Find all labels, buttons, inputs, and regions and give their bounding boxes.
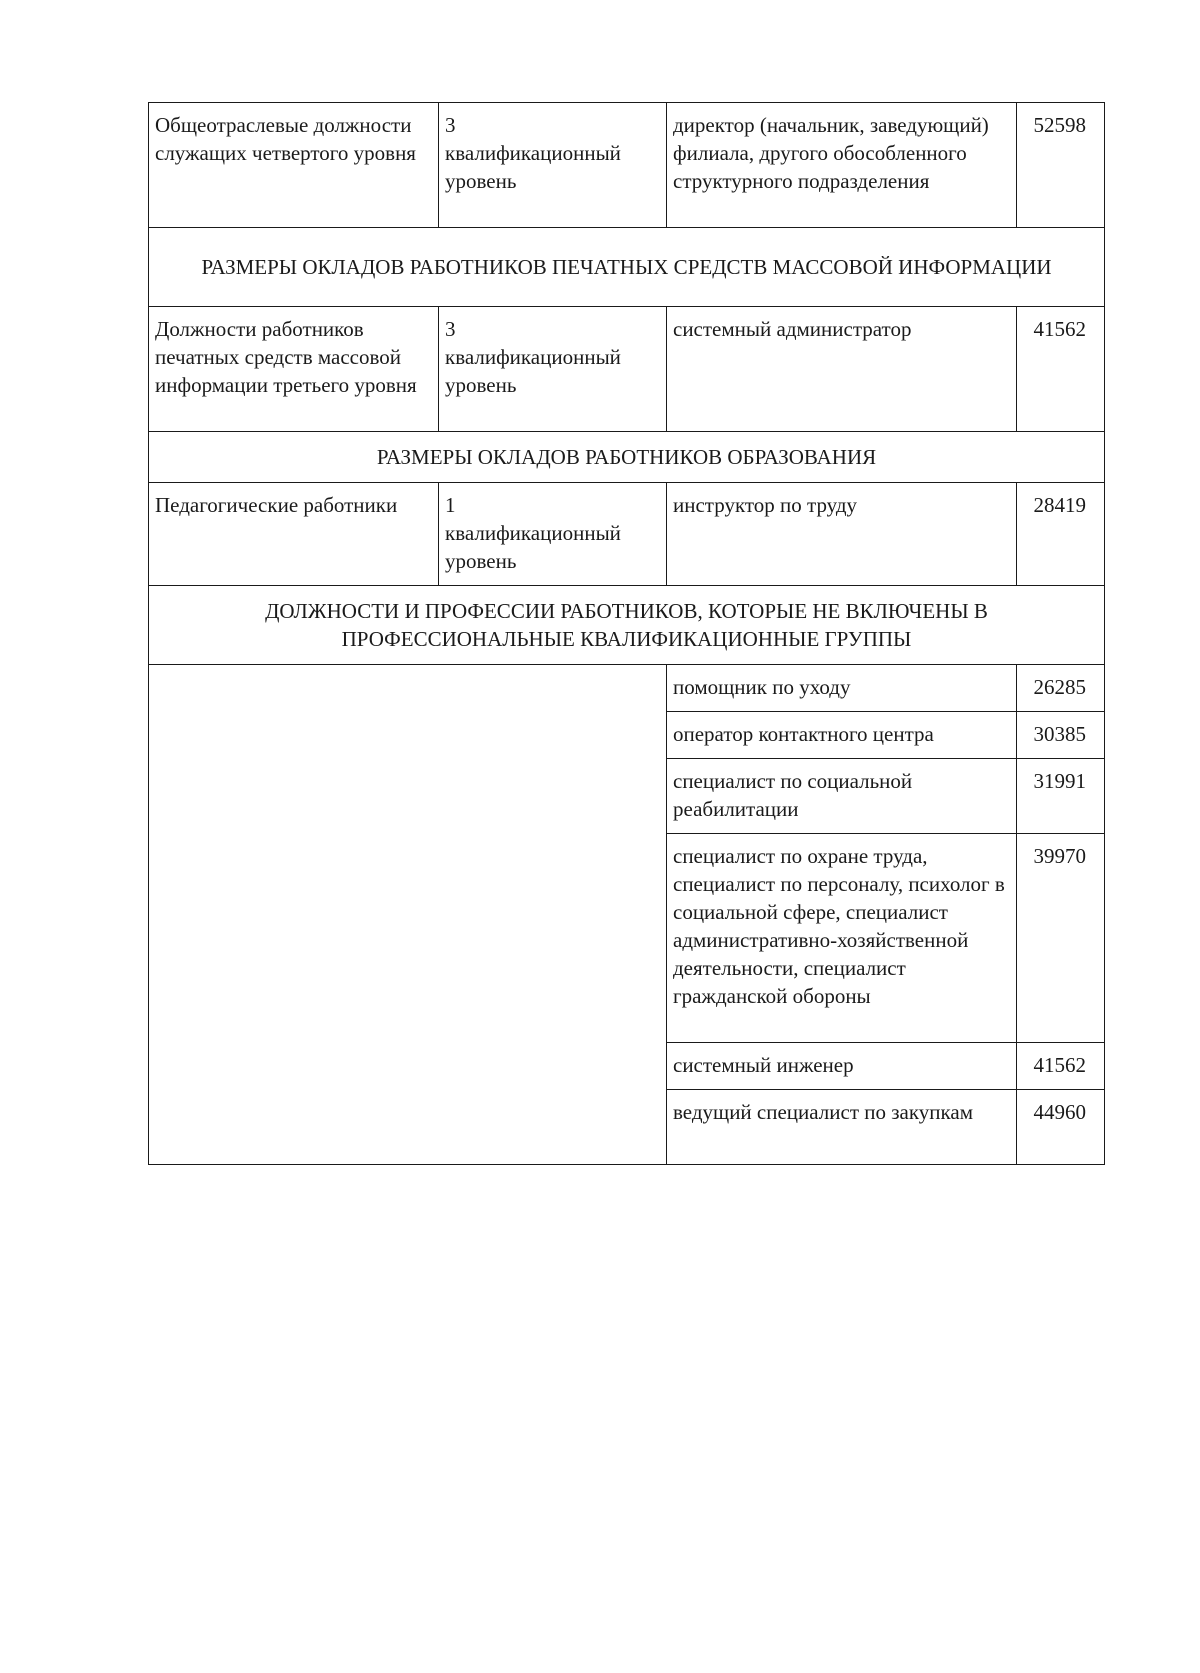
salary-cell: 52598	[1017, 103, 1105, 228]
level-cell	[439, 483, 667, 586]
level-number: 3	[445, 317, 456, 341]
level-cell	[439, 307, 667, 432]
section-row	[149, 586, 1105, 665]
group-cell: Должности работников печатных средств массовой информации третьего уровня	[149, 307, 439, 432]
position-cell: ведущий специалист по закупкам	[667, 1090, 1017, 1165]
group-cell: Общеотраслевые должности служащих четвертого уровня	[149, 103, 439, 228]
position-cell: системный инженер	[667, 1043, 1017, 1090]
salary-cell: 39970	[1017, 834, 1105, 1043]
salary-cell: 26285	[1017, 665, 1105, 712]
table-row	[149, 103, 1105, 228]
section-heading: ДОЛЖНОСТИ И ПРОФЕССИИ РАБОТНИКОВ, КОТОРЫЕ НЕ ВКЛЮЧЕНЫ В ПРОФЕССИОНАЛЬНЫЕ КВАЛИФИКАЦИОННЫЕ ГРУППЫ	[149, 586, 1105, 665]
position-cell: инструктор по труду	[667, 483, 1017, 586]
salary-cell: 44960	[1017, 1090, 1105, 1165]
salary-table	[148, 102, 1105, 1165]
level-number: 3	[445, 113, 456, 137]
position-cell: специалист по охране труда, специалист по персоналу, психолог в социальной сфере, специалист административно-хозяйственной деятельности, специалист гражданской обороны	[667, 834, 1017, 1043]
section-heading: РАЗМЕРЫ ОКЛАДОВ РАБОТНИКОВ ОБРАЗОВАНИЯ	[149, 432, 1105, 483]
section-row	[149, 228, 1105, 307]
section-heading: РАЗМЕРЫ ОКЛАДОВ РАБОТНИКОВ ПЕЧАТНЫХ СРЕДСТВ МАССОВОЙ ИНФОРМАЦИИ	[149, 228, 1105, 307]
table-row	[149, 307, 1105, 432]
salary-cell: 30385	[1017, 712, 1105, 759]
position-cell: специалист по социальной реабилитации	[667, 759, 1017, 834]
position-cell: системный администратор	[667, 307, 1017, 432]
salary-cell: 41562	[1017, 307, 1105, 432]
table-row	[149, 483, 1105, 586]
level-number: 1	[445, 493, 456, 517]
position-cell: директор (начальник, заведующий) филиала, другого обособленного структурного подразделения	[667, 103, 1017, 228]
salary-cell: 41562	[1017, 1043, 1105, 1090]
section-row	[149, 432, 1105, 483]
position-cell: помощник по уходу	[667, 665, 1017, 712]
salary-cell: 28419	[1017, 483, 1105, 586]
level-label: квалификационный уровень	[445, 345, 621, 397]
group-cell: Педагогические работники	[149, 483, 439, 586]
position-cell: оператор контактного центра	[667, 712, 1017, 759]
empty-cell	[149, 665, 667, 1165]
salary-cell: 31991	[1017, 759, 1105, 834]
table-row	[149, 665, 1105, 712]
level-cell	[439, 103, 667, 228]
level-label: квалификационный уровень	[445, 141, 621, 193]
level-label: квалификационный уровень	[445, 521, 621, 573]
